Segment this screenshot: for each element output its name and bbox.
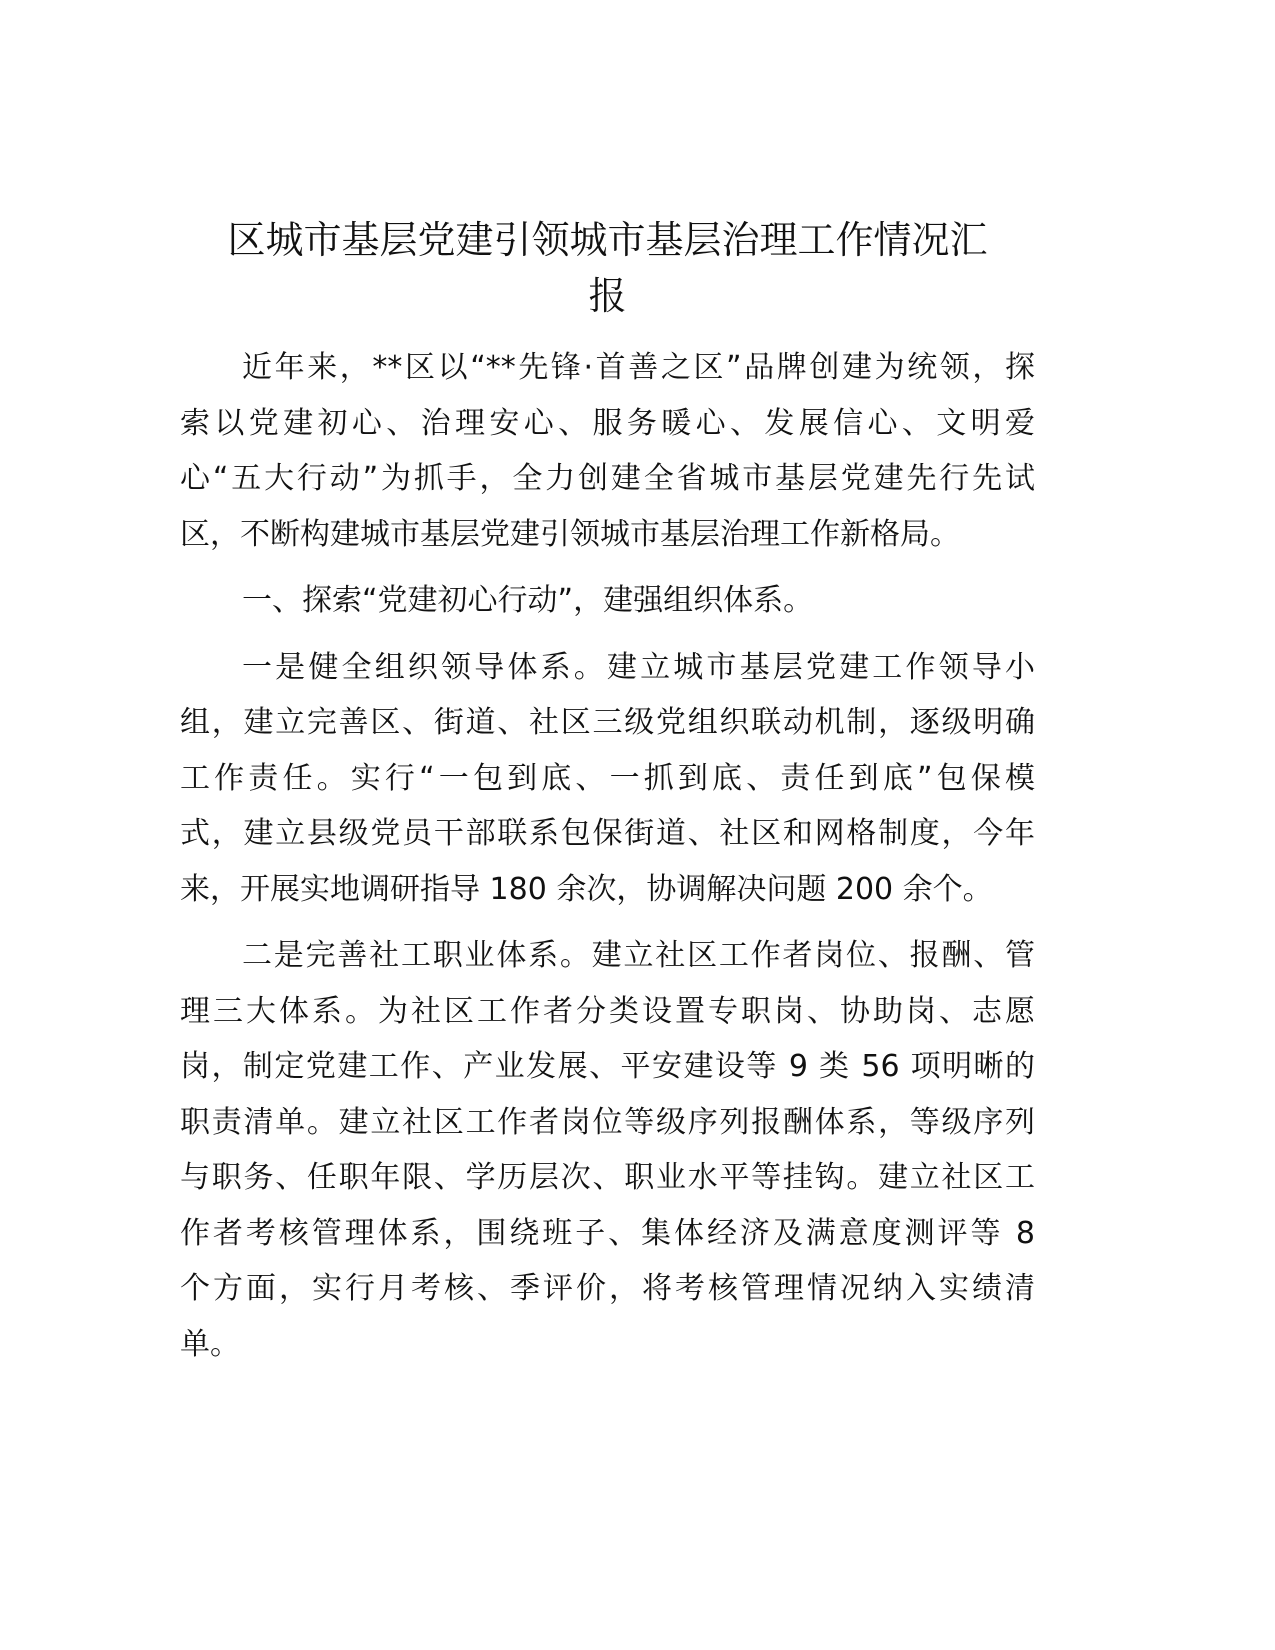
text-line: 索以党建初心、治理安心、服务暖心、发展信心、文明爱 [180, 405, 1035, 441]
document-body [180, 340, 1035, 1383]
text-line: 单。 [180, 1326, 240, 1362]
text-line: 岗，制定党建工作、产业发展、平安建设等 9 类 56 项明晰的 [180, 1049, 1035, 1084]
text-line: 一是健全组织领导体系。建立城市基层党建工作领导小 [242, 649, 1035, 685]
text-line: 作者考核管理体系，围绕班子、集体经济及满意度测评等 8 [180, 1215, 1035, 1251]
document-title [180, 212, 1035, 324]
text-line: 与职务、任职年限、学历层次、职业水平等挂钩。建立社区工 [180, 1160, 1035, 1195]
paragraph [180, 928, 1035, 1372]
text-line: 二是完善社工职业体系。建立社区工作者岗位、报酬、管 [242, 938, 1035, 973]
section-heading [180, 573, 1035, 629]
text-line: 一、探索“党建初心行动”，建强组织体系。 [242, 583, 814, 618]
text-line: 职责清单。建立社区工作者岗位等级序列报酬体系，等级序列 [180, 1104, 1035, 1140]
text-line: 个方面，实行月考核、季评价，将考核管理情况纳入实绩清 [180, 1271, 1035, 1306]
title-line: 报 [588, 274, 627, 318]
text-line: 近年来，**区以“**先锋·首善之区”品牌创建为统领，探 [242, 350, 1035, 385]
text-line: 理三大体系。为社区工作者分类设置专职岗、协助岗、志愿 [180, 993, 1035, 1029]
paragraph [180, 340, 1035, 562]
text-line: 式，建立县级党员干部联系包保街道、社区和网格制度，今年 [180, 816, 1035, 851]
text-line: 组，建立完善区、街道、社区三级党组织联动机制，逐级明确 [180, 705, 1035, 740]
text-line: 心“五大行动”为抓手，全力创建全省城市基层党建先行先试 [180, 461, 1035, 496]
text-line: 区，不断构建城市基层党建引领城市基层治理工作新格局。 [180, 516, 960, 552]
paragraph [180, 640, 1035, 918]
text-line: 工作责任。实行“一包到底、一抓到底、责任到底”包保模 [180, 760, 1035, 796]
title-line: 区城市基层党建引领城市基层治理工作情况汇 [227, 218, 988, 262]
text-line: 来，开展实地调研指导 180 余次，协调解决问题 200 余个。 [180, 871, 993, 907]
